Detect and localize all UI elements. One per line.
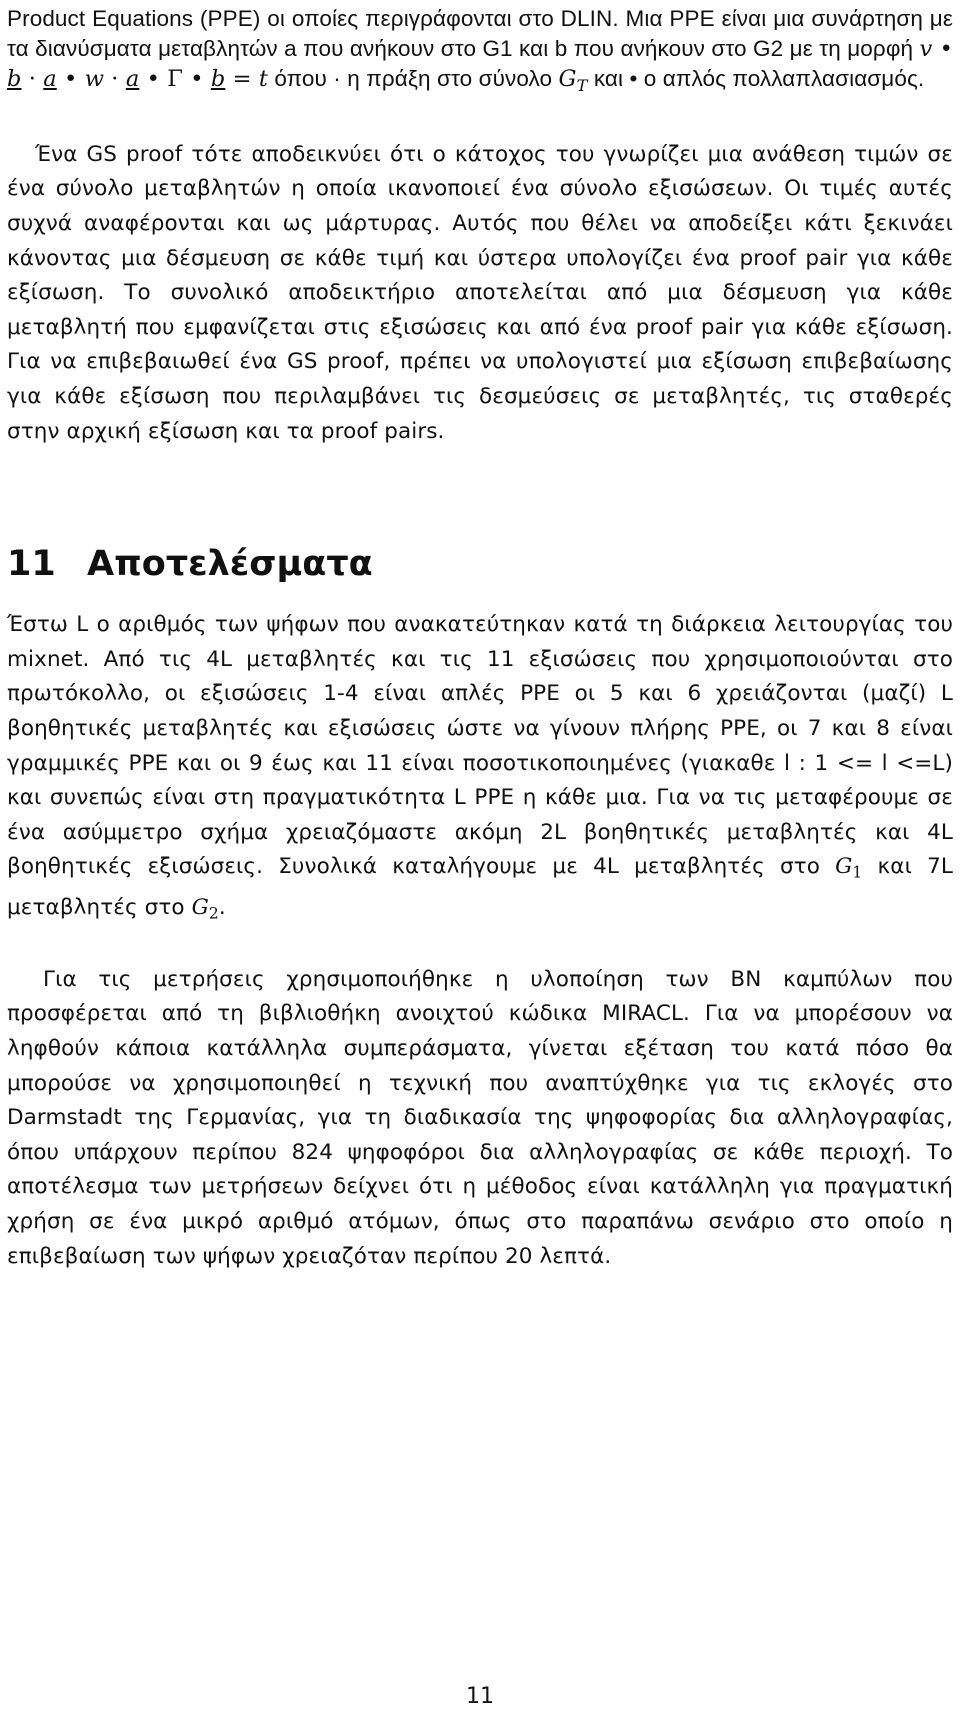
formula-b-2: b [210,66,226,92]
formula-gamma: Γ [167,66,183,92]
section-number: 11 [7,544,56,585]
formula-bullet-1: • [932,36,953,62]
formula-t: t [258,66,268,92]
formula-dot-2: · [104,66,126,92]
intro-paragraph [7,4,953,101]
formula-bullet-4: • [182,66,211,92]
g1-subscript: 1 [852,864,863,882]
intro-text-1: Product Equations (PPE) οι οποίες περιγράφονται στο DLIN. Μια PPE είναι μια συνάρτηση με τα διανύσματα μεταβλητών a που ανήκουν στο G1 και b που ανήκουν στο G2 με τη μορφή [7,6,953,61]
formula-bullet-2: • [56,66,85,92]
formula-b-1: b [7,66,22,92]
document-page [7,0,953,1274]
g2-g: G [191,894,209,920]
g1-g: G [835,854,853,880]
gs-proof-paragraph: Ένα GS proof τότε αποδεικνύει ότι ο κάτοχος του γνωρίζει μια ανάθεση τιμών σε ένα σύνολο μεταβλητών η οποία ικανοποιεί ένα σύνολο εξισώσεων. Οι τιμές αυτές συχνά αναφέρονται και ως μάρτυρας. Αυτός που θέλει να αποδείξει κάτι ξεκινάει κάνοντας μια δέσμευση σε κάθε τιμή και ύστερα υπολογίζει ένα proof pair για κάθε εξίσωση. Το συνολικό αποδεικτήριο αποτελείται από μια δέσμευση για κάθε μεταβλητή που εμφανίζεται στις εξισώσεις και από ένα proof pair για κάθε εξίσωση. Για να επιβεβαιωθεί ένα GS proof, πρέπει να υπολογιστεί μια εξίσωση επιβεβαίωσης για κάθε εξίσωση που περιλαμβάνει τις δεσμεύσεις σε μεταβλητές, τις σταθερές στην αρχική εξίσωση και τα proof pairs. [7,141,953,444]
page-number: 11 [466,1684,494,1709]
intro-text-3: και • ο απλός πολλαπλασιασμός. [587,66,925,91]
results-text-2: και 7L μεταβλητές στο [7,854,953,920]
formula-v: v [919,36,933,62]
formula-a-1: a [43,66,57,92]
gt-g: G [558,66,577,92]
formula-a-2: a [125,66,140,92]
formula-bullet-3: • [139,66,168,92]
section-title: Αποτελέσματα [87,544,373,585]
formula-dot-1: · [21,66,44,92]
formula-equals: = [225,66,259,92]
gt-symbol [558,66,588,95]
results-text-1: Έστω L ο αριθμός των ψήφων που ανακατεύτηκαν κατά τη διάρκεια λειτουργίας του mixnet. Από τις 4L μεταβλητές και τις 11 εξισώσεις που χρησιμοποιούνται στο πρωτόκολλο, οι εξισώσεις 1-4 είναι απλές PPE οι 5 και 6 χρειάζονται (μαζί) L βοηθητικές μεταβλητές και εξισώσεις ώστε να γίνουν πλήρης PPE, οι 7 και 8 είναι γραμμικές PPE και οι 9 έως και 11 είναι ποσοτικοποιημένες (γιακαθε l : 1 <= l <=L) και συνεπώς είναι στη πραγματικότητα L PPE η κάθε μια. Για να τις μεταφέρουμε σε ένα ασύμμετρο σχήμα χρειαζόμαστε ακόμη 2L βοηθητικές μεταβλητές και 4L βοηθητικές εξισώσεις. Συνολικά καταλήγουμε με 4L μεταβλητές στο [7,612,953,880]
formula-w: w [84,66,105,92]
gt-subscript: T [576,75,588,95]
g2-subscript: 2 [208,904,219,923]
intro-text-2: όπου · η πράξη στο σύνολο [267,66,559,91]
g1-symbol [835,854,863,882]
miracl-paragraph: Για τις μετρήσεις χρησιμοποιήθηκε η υλοποίηση των BN καμπύλων που προσφέρεται από τη βιβλιοθήκη ανοιχτού κώδικα MIRACL. Για να μπορέσουν να ληφθούν κάποια κατάλληλα συμπεράσματα, γίνεται εξέταση του κατά πόσο θα μπορούσε να χρησιμοποιηθεί η τεχνική που αναπτύχθηκε για τις εκλογές στο Darmstadt της Γερμανίας, για τη διαδικασία της ψηφοφορίας δια αλληλογραφίας, όπου υπάρχουν περίπου 824 ψηφοφόροι δια αλληλογραφίας σε κάθε περιοχή. Το αποτέλεσμα των μετρήσεων δείχνει ότι η μέθοδος είναι κατάλληλη για πραγματική χρήση σε ένα μικρό αριθμό ατόμων, όπως στο παραπάνω σενάριο στο οποίο η επιβεβαίωση των ψήφων χρειαζόταν περίπου 20 λεπτά. [7,966,953,1269]
results-paragraph [7,608,953,931]
section-heading [7,534,953,594]
results-text-3: . [218,894,226,920]
g2-symbol [191,894,219,923]
